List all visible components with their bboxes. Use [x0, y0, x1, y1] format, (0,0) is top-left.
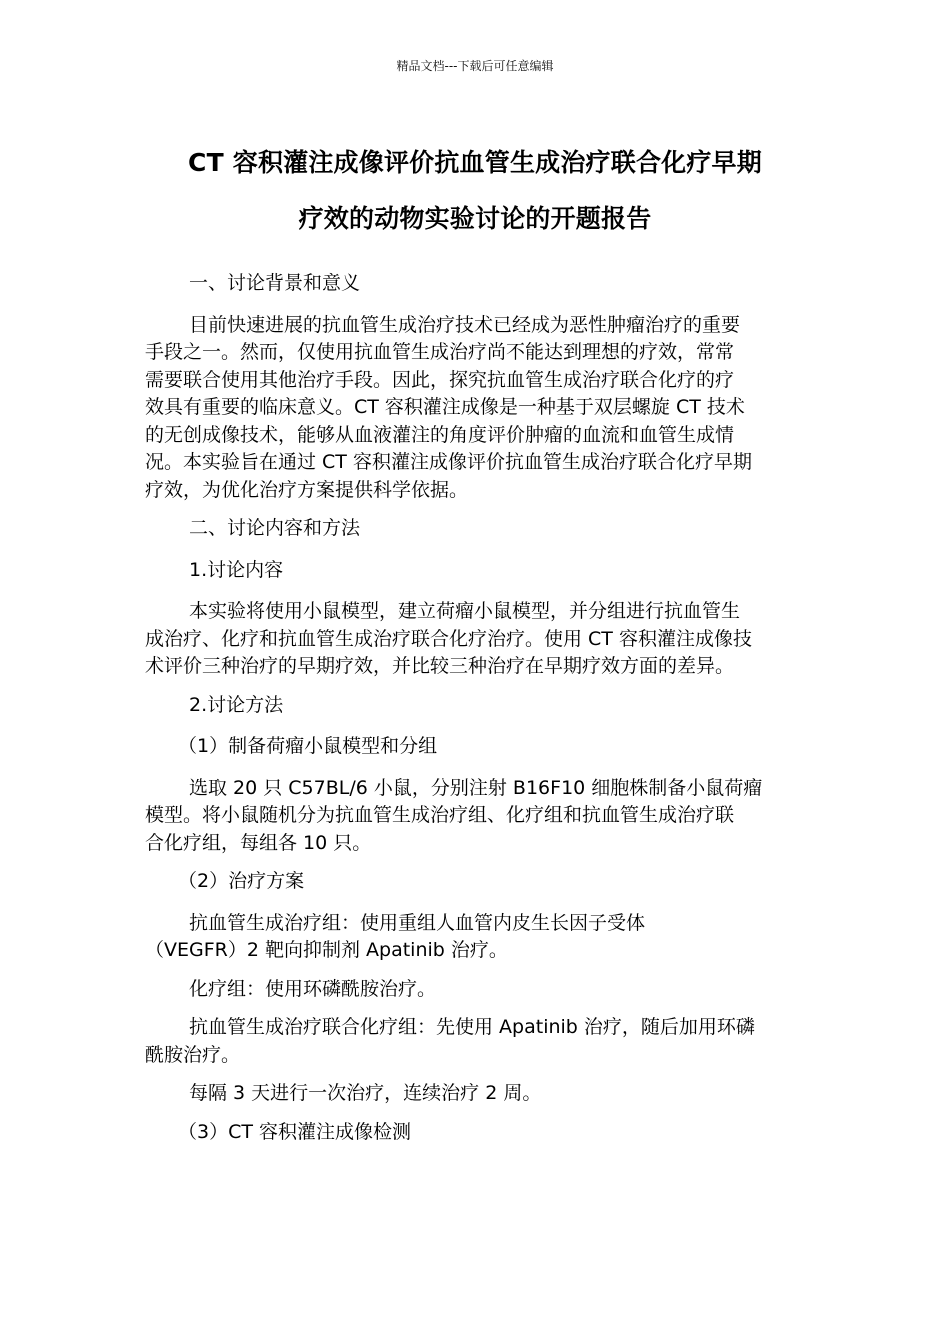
text-line: 酰胺治疗。 [145, 1043, 241, 1066]
title-line-1: CT 容积灌注成像评价抗血管生成治疗联合化疗早期 [188, 148, 762, 177]
text-line: 合化疗组，每组各 10 只。 [145, 831, 372, 854]
paragraph-anti-angiogenic-group [145, 910, 807, 965]
text-line: 模型。将小鼠随机分为抗血管生成治疗组、化疗组和抗血管生成治疗联 [145, 804, 735, 826]
paragraph-background [145, 312, 807, 505]
subsection-heading-content: 1.讨论内容 [189, 558, 284, 581]
step-heading-treatment: （2）治疗方案 [178, 870, 305, 892]
document-body [145, 270, 807, 1160]
section-heading-content-methods: 二、讨论内容和方法 [189, 517, 361, 539]
paragraph-schedule: 每隔 3 天进行一次治疗，连续治疗 2 周。 [189, 1082, 542, 1104]
text-line: 本实验将使用小鼠模型，建立荷瘤小鼠模型，并分组进行抗血管生 [189, 600, 741, 622]
text-line: 选取 20 只 C57BL/6 小鼠，分别注射 B16F10 细胞株制备小鼠荷瘤 [189, 776, 763, 799]
section-heading-background: 一、讨论背景和意义 [189, 272, 361, 294]
text-line: 成治疗、化疗和抗血管生成治疗联合化疗治疗。使用 CT 容积灌注成像技 [145, 627, 752, 650]
paragraph-content [145, 598, 807, 681]
text-line: 抗血管生成治疗组：使用重组人血管内皮生长因子受体 [189, 911, 646, 934]
text-line: 需要联合使用其他治疗手段。因此，探究抗血管生成治疗联合化疗的疗 [145, 368, 735, 391]
paragraph-model [145, 775, 807, 858]
document-title [145, 135, 805, 247]
text-line: 疗效，为优化治疗方案提供科学依据。 [145, 478, 469, 501]
text-line: 况。本实验旨在通过 CT 容积灌注成像评价抗血管生成治疗联合化疗早期 [145, 451, 752, 473]
step-heading-ct-perfusion: （3）CT 容积灌注成像检测 [178, 1120, 412, 1143]
paragraph-chemo-group: 化疗组：使用环磷酰胺治疗。 [189, 977, 437, 1000]
text-line: 效具有重要的临床意义。CT 容积灌注成像是一种基于双层螺旋 CT 技术 [145, 396, 745, 418]
title-line-2: 疗效的动物实验讨论的开题报告 [298, 204, 652, 233]
step-heading-model: （1）制备荷瘤小鼠模型和分组 [178, 735, 438, 757]
text-line: 目前快速进展的抗血管生成治疗技术已经成为恶性肿瘤治疗的重要 [189, 313, 741, 336]
subsection-heading-methods: 2.讨论方法 [189, 693, 284, 716]
text-line: 手段之一。然而，仅使用抗血管生成治疗尚不能达到理想的疗效，常常 [145, 341, 735, 363]
text-line: 的无创成像技术，能够从血液灌注的角度评价肿瘤的血流和血管生成情 [145, 423, 735, 446]
text-line: 术评价三种治疗的早期疗效，并比较三种治疗在早期疗效方面的差异。 [145, 655, 735, 677]
text-line: 抗血管生成治疗联合化疗组：先使用 Apatinib 治疗，随后加用环磷 [189, 1016, 755, 1038]
text-line: （VEGFR）2 靶向抑制剂 Apatinib 治疗。 [145, 939, 508, 961]
page-header: 精品文档---下载后可任意编辑 [396, 59, 554, 73]
paragraph-combination-group [145, 1014, 807, 1069]
